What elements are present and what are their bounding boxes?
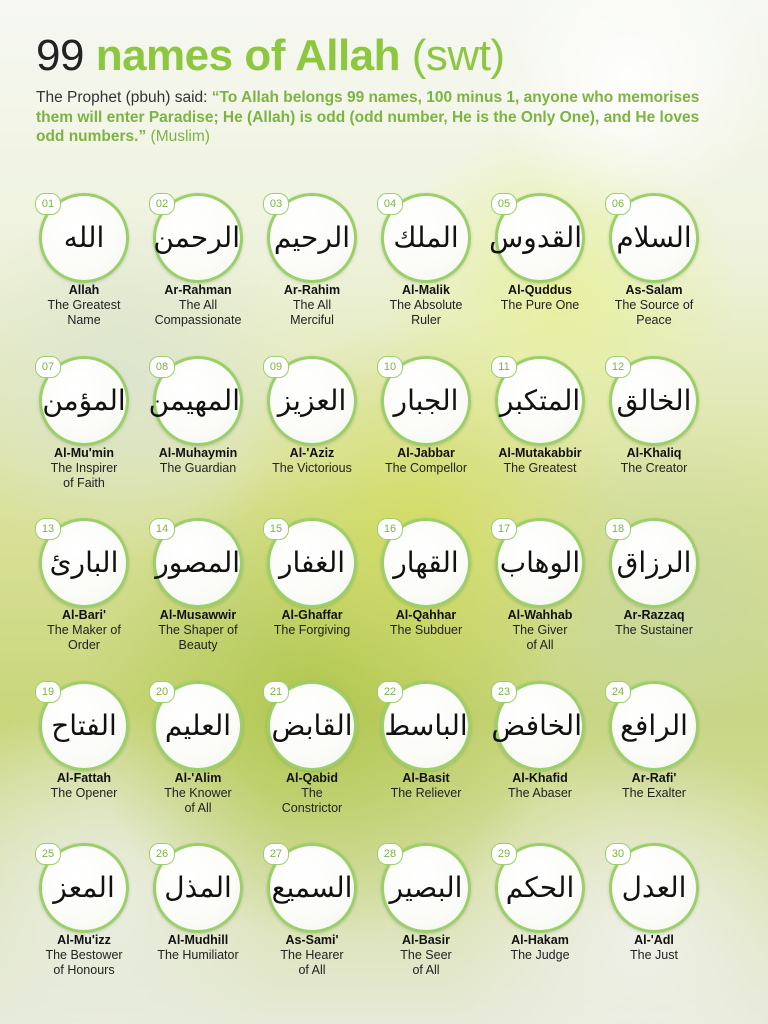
meaning: The Reliever [390, 785, 462, 800]
name-labels [483, 608, 597, 653]
name-card [255, 841, 369, 1004]
arabic-name: المذل [164, 871, 232, 904]
number-badge: 21 [263, 681, 289, 703]
name-labels [597, 283, 711, 328]
quote-text: “To Allah belongs 99 names, 100 minus 1, anyone who memorises them will enter Paradise; He (Allah) is odd (odd number, He is the Only One), and He loves odd numbers.” [36, 89, 700, 145]
number-badge: 18 [605, 518, 631, 540]
name-card [141, 679, 255, 842]
transliteration: Al-Qabid [285, 770, 339, 785]
arabic-name: الحكم [505, 871, 575, 904]
name-card [27, 841, 141, 1004]
meaning: The Pure One [500, 298, 580, 312]
meaning: The Just [630, 948, 678, 962]
arabic-name: الرزاق [616, 546, 692, 579]
number-badge: 14 [149, 518, 175, 540]
transliteration: Al-Fattah [56, 770, 112, 785]
name-card [255, 516, 369, 679]
number-badge: 24 [605, 681, 631, 703]
transliteration: Al-Mudhill [167, 933, 229, 947]
arabic-name: الرحيم [273, 221, 351, 254]
name-labels [27, 608, 141, 653]
transliteration: Ar-Rahim [283, 283, 341, 297]
transliteration: Allah [68, 283, 100, 297]
transliteration: Al-Mu'izz [57, 933, 111, 947]
name-card [27, 679, 141, 842]
name-labels [255, 446, 369, 476]
quote-source: (Muslim) [146, 128, 210, 145]
arabic-name: الجبار [393, 383, 459, 417]
transliteration: Al-Ghaffar [281, 608, 343, 622]
number-badge: 02 [149, 193, 175, 215]
name-card [27, 516, 141, 679]
name-labels [255, 771, 369, 816]
arabic-name: القدوس [489, 221, 582, 254]
arabic-name: الخالق [616, 383, 692, 417]
transliteration: Ar-Rahman [164, 283, 232, 297]
name-labels [27, 771, 141, 801]
transliteration: Ar-Rafi' [631, 770, 677, 785]
meaning: The Giver of All [512, 623, 568, 652]
number-badge: 05 [491, 193, 517, 215]
number-badge: 26 [149, 843, 175, 865]
title-number: 99 [36, 31, 84, 80]
name-card [597, 354, 711, 517]
name-card [369, 841, 483, 1004]
arabic-name: الرحمن [153, 221, 240, 254]
name-card [483, 516, 597, 679]
transliteration: Al-Hakam [511, 933, 569, 947]
meaning: The Maker of Order [47, 623, 121, 652]
number-badge: 01 [35, 193, 61, 215]
number-badge: 03 [263, 193, 289, 215]
arabic-name: الغفار [278, 546, 346, 579]
arabic-name: المصور [155, 546, 240, 579]
arabic-name: السلام [616, 221, 692, 254]
number-badge: 13 [35, 518, 61, 540]
meaning: The Greatest Name [47, 298, 121, 327]
number-badge: 23 [491, 681, 517, 703]
transliteration: Al-Jabbar [397, 445, 455, 460]
number-badge: 04 [377, 193, 403, 215]
name-labels [597, 608, 711, 638]
meaning: The Judge [510, 948, 570, 962]
transliteration: Al-Wahhab [507, 608, 573, 622]
number-badge: 30 [605, 843, 631, 865]
meaning: The All Compassionate [154, 298, 242, 327]
meaning: The Abaser [508, 785, 572, 800]
name-labels [483, 771, 597, 801]
name-card [27, 191, 141, 354]
number-badge: 25 [35, 843, 61, 865]
transliteration: Al-Mutakabbir [498, 445, 582, 460]
arabic-name: العليم [164, 708, 232, 742]
transliteration: Al-Qahhar [395, 608, 457, 622]
number-badge: 17 [491, 518, 517, 540]
number-badge: 19 [35, 681, 61, 703]
arabic-name: المتكبر [499, 383, 581, 417]
transliteration: Al-Bari' [62, 608, 106, 622]
number-badge: 10 [377, 356, 403, 378]
arabic-name: الباسط [384, 708, 468, 742]
arabic-name: العزيز [277, 383, 347, 417]
name-labels [483, 283, 597, 313]
name-labels [483, 446, 597, 476]
name-labels [369, 283, 483, 328]
arabic-name: المهيمن [148, 383, 240, 417]
meaning: The All Merciful [290, 298, 334, 327]
name-card [369, 516, 483, 679]
name-card [597, 679, 711, 842]
transliteration: Al-Khafid [512, 770, 568, 785]
name-card [369, 191, 483, 354]
title-main: names of Allah [95, 31, 401, 80]
arabic-name: الفتاح [51, 708, 117, 742]
arabic-name: المعز [53, 871, 115, 904]
meaning: The Compellor [385, 460, 467, 475]
meaning: The Forgiving [273, 623, 351, 637]
name-labels [369, 933, 483, 978]
meaning: The Source of Peace [614, 298, 694, 327]
name-labels [141, 608, 255, 653]
arabic-name: البصير [389, 871, 463, 904]
number-badge: 15 [263, 518, 289, 540]
arabic-name: الله [63, 221, 105, 254]
page-title [36, 30, 748, 82]
meaning: The Guardian [159, 460, 237, 475]
name-labels [141, 933, 255, 963]
meaning: The Absolute Ruler [389, 298, 463, 327]
meaning: The Knower of All [164, 785, 232, 815]
number-badge: 12 [605, 356, 631, 378]
meaning: The Victorious [272, 460, 352, 475]
transliteration: As-Sami' [285, 933, 339, 947]
meaning: The Greatest [503, 460, 577, 475]
name-card [27, 354, 141, 517]
number-badge: 28 [377, 843, 403, 865]
number-badge: 27 [263, 843, 289, 865]
meaning: The Hearer of All [280, 948, 344, 977]
name-labels [597, 446, 711, 476]
arabic-name: البارئ [49, 546, 119, 579]
number-badge: 16 [377, 518, 403, 540]
transliteration: Al-Khaliq [626, 445, 682, 460]
meaning: The Bestower of Honours [45, 948, 123, 977]
name-card [141, 191, 255, 354]
arabic-name: المؤمن [42, 383, 126, 417]
name-card [483, 841, 597, 1004]
name-labels [255, 283, 369, 328]
arabic-name: الملك [393, 221, 459, 254]
meaning: The Seer of All [400, 948, 452, 977]
transliteration: Al-Muhaymin [158, 445, 238, 460]
meaning: The Creator [620, 460, 688, 475]
transliteration: Al-Basit [402, 770, 450, 785]
arabic-name: الخافض [491, 708, 582, 742]
arabic-name: العدل [621, 871, 687, 904]
arabic-name: الرافع [620, 708, 688, 742]
name-labels [369, 446, 483, 476]
name-card [597, 516, 711, 679]
transliteration: Al-Musawwir [159, 608, 237, 622]
name-labels [141, 771, 255, 816]
name-card [141, 354, 255, 517]
name-card [141, 841, 255, 1004]
name-labels [483, 933, 597, 963]
meaning: The Shaper of Beauty [158, 623, 238, 652]
name-labels [141, 283, 255, 328]
transliteration: Al-'Aziz [289, 445, 335, 460]
transliteration: Al-'Adl [634, 933, 674, 947]
number-badge: 29 [491, 843, 517, 865]
name-card [483, 191, 597, 354]
names-grid [27, 191, 711, 1004]
name-labels [597, 933, 711, 963]
name-labels [141, 446, 255, 476]
arabic-name: القابض [271, 708, 353, 742]
name-card [255, 679, 369, 842]
meaning: The Sustainer [615, 623, 693, 637]
transliteration: Al-Quddus [508, 283, 572, 297]
number-badge: 20 [149, 681, 175, 703]
name-labels [369, 608, 483, 638]
number-badge: 07 [35, 356, 61, 378]
arabic-name: القهار [393, 546, 459, 579]
meaning: The Humiliator [157, 948, 239, 962]
number-badge: 09 [263, 356, 289, 378]
name-card [597, 841, 711, 1004]
name-labels [255, 608, 369, 638]
number-badge: 06 [605, 193, 631, 215]
meaning: The Opener [50, 785, 118, 800]
name-card [369, 679, 483, 842]
page-header [36, 30, 748, 147]
meaning: The Constrictor [281, 785, 343, 815]
name-card [255, 354, 369, 517]
name-labels [27, 283, 141, 328]
arabic-name: السميع [271, 871, 353, 904]
number-badge: 11 [491, 356, 517, 378]
name-labels [369, 771, 483, 801]
name-labels [255, 933, 369, 978]
transliteration: Al-Mu'min [54, 445, 114, 460]
transliteration: Al-Basir [402, 933, 450, 947]
name-card [141, 516, 255, 679]
arabic-name: الوهاب [499, 546, 581, 579]
name-card [369, 354, 483, 517]
transliteration: As-Salam [625, 283, 683, 297]
transliteration: Al-Malik [402, 283, 450, 297]
number-badge: 22 [377, 681, 403, 703]
name-card [597, 191, 711, 354]
name-card [483, 679, 597, 842]
meaning: The Exalter [622, 785, 686, 800]
name-card [255, 191, 369, 354]
transliteration: Ar-Razzaq [623, 608, 685, 622]
meaning: The Inspirer of Faith [50, 460, 118, 490]
quote-intro: The Prophet (pbuh) said: [36, 89, 212, 106]
number-badge: 08 [149, 356, 175, 378]
meaning: The Subduer [389, 623, 463, 637]
name-labels [27, 933, 141, 978]
hadith-quote [36, 88, 716, 147]
name-card [483, 354, 597, 517]
title-suffix: (swt) [411, 31, 505, 80]
transliteration: Al-'Alim [174, 770, 222, 785]
name-labels [597, 771, 711, 801]
name-labels [27, 446, 141, 491]
